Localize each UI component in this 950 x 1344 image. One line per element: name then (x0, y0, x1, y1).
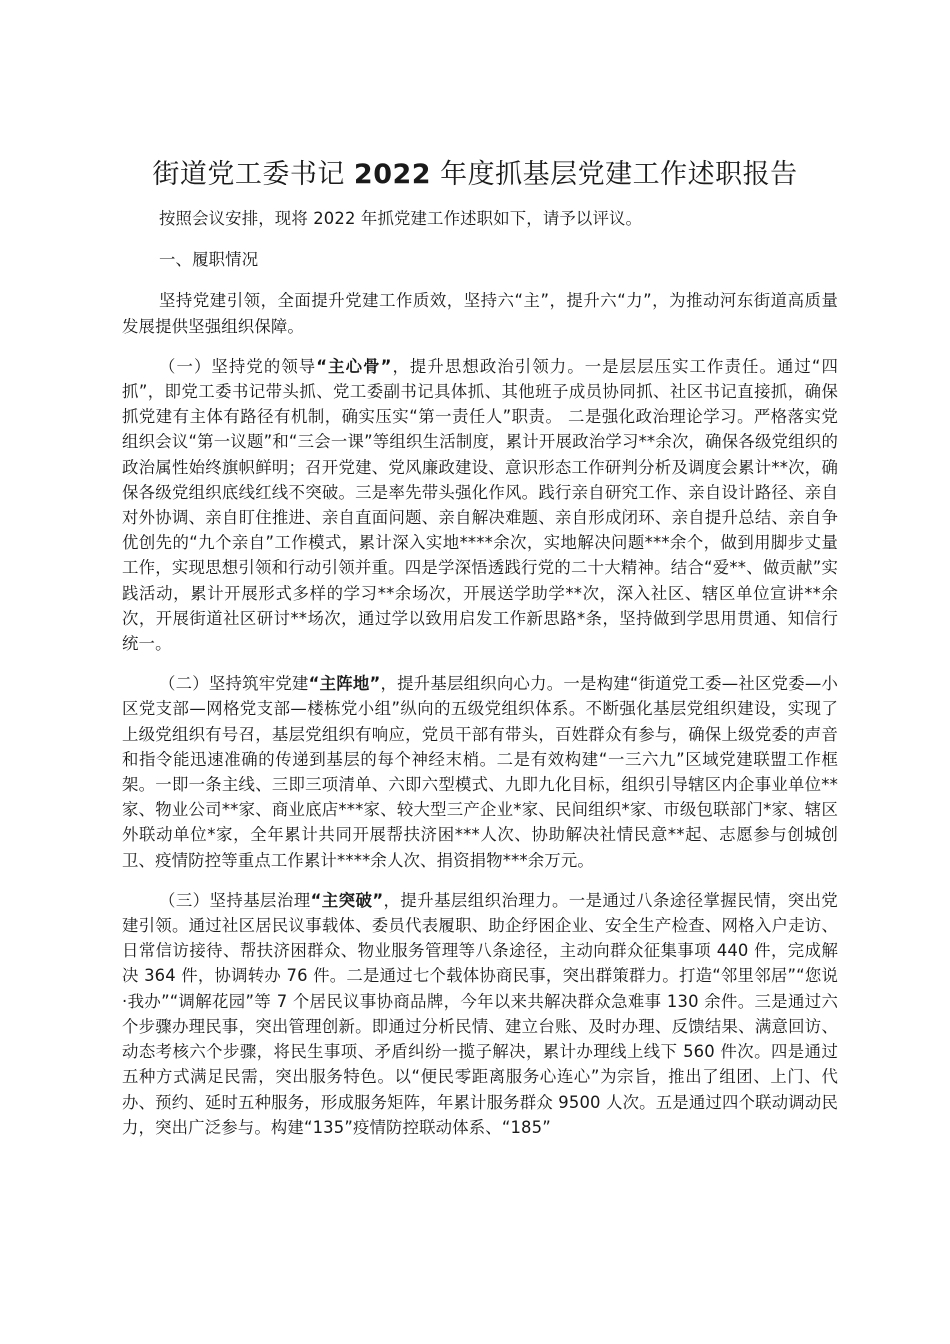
item-two-text: ，提升基层组织向心力。一是构建“街道党工委—社区党委—小区党支部—网格党支部—楼栋党小组”纵向的五级党组织体系。不断强化基层党组织建设，实现了上级党组织有号召，基层党组织有响应，党员干部有带头，百姓群众有参与，确保上级党委的声音和指令能迅速准确的传递到基层的每个神经末梢。二是有效构建“一三六九”区域党建联盟工作框架。一即一条主线、三即三项清单、六即六型模式、九即九化目标，组织引导辖区内企事业单位**家、物业公司**家、商业底店***家、较大型三产企业*家、民间组织*家、市级包联部门*家、辖区外联动单位*家，全年累计共同开展帮扶济困***人次、协助解决社情民意**起、志愿参与创城创卫、疫情防控等重点工作累计****余人次、捐资捐物***余万元。 (122, 674, 839, 870)
title-year: 2022 (353, 159, 432, 190)
document-body (122, 206, 838, 1155)
item-two-emphasis: “主阵地” (308, 674, 381, 694)
item-three-paragraph (122, 888, 838, 1140)
intro-paragraph: 按照会议安排，现将 2022 年抓党建工作述职如下，请予以评议。 (159, 209, 643, 228)
item-three-lead: （三）坚持基层治理 (159, 890, 311, 910)
item-one-text: ，提升思想政治引领力。一是层层压实工作责任。通过“四抓”，即党工委书记带头抓、党工委副书记具体抓、其他班子成员协同抓、社区书记直接抓，确保抓党建有主体有路径有机制，确实压实“第一责任人”职责。 二是强化政治理论学习。严格落实党组织会议“第一议题”和“三会一课”等组织生活制度，累计开展政治学习**余次，确保各级党组织的政治属性始终旗帜鲜明；召开党建、党风廉政建设、意识形态工作研判分析及调度会累计**次，确保各级党组织底线红线不突破。三是率先带头强化作风。践行亲自研究工作、亲自设计路径、亲自对外协调、亲自盯住推进、亲自直面问题、亲自解决难题、亲自形成闭环、亲自提升总结、亲自争优创先的“九个亲自”工作模式，累计深入实地****余次，实地解决问题***余个，做到用脚步丈量工作，实现思想引领和行动引领并重。四是学深悟透践行党的二十大精神。结合“爱**、做贡献”实践活动，累计开展形式多样的学习**余场次，开展送学助学**次，深入社区、辖区单位宣讲**余次，开展街道社区研讨**场次，通过学以致用启发工作新思路*条，坚持做到学思用贯通、知信行统一。 (122, 356, 839, 654)
item-one-paragraph (122, 354, 838, 656)
item-one-emphasis: “主心骨” (316, 356, 392, 376)
item-two-lead: （二）坚持筑牢党建 (159, 674, 309, 694)
item-one-lead: （一）坚持党的领导 (159, 356, 317, 376)
item-three-text: ，提升基层组织治理力。一是通过八条途径掌握民情，突出党建引领。通过社区居民议事载体、委员代表履职、助企纾困企业、安全生产检查、网格入户走访、日常信访接待、帮扶济困群众、物业服务管理等八条途径，主动向群众征集事项 440 件，完成解决 364 件，协调转办 76 件。二是通过七个载体协商民事，突出群策群力。打造“邻里邻居”“您说·我办”“调解花园”等 7 个居民议事协商品牌，今年以来共解决群众急难事 130 余件。三是通过六个步骤办理民事，突出管理创新。即通过分析民情、建立台账、及时办理、反馈结果、满意回访、动态考核六个步骤，将民生事项、矛盾纠纷一揽子解决，累计办理线上线下 560 件次。四是通过五种方式满足民需，突出服务特色。以“便民零距离服务心连心”为宗旨，推出了组团、上门、代办、预约、延时五种服务，形成服务矩阵，年累计服务群众 9500 人次。五是通过四个联动调动民力，突出广泛参与。构建“135”疫情防控联动体系、“185” (122, 890, 838, 1137)
item-three-emphasis: “主突破” (310, 890, 384, 910)
item-two-paragraph (122, 671, 838, 873)
summary-paragraph: 坚持党建引领，全面提升党建工作质效，坚持六“主”，提升六“力”，为推动河东街道高质量发展提供坚强组织保障。 (122, 291, 838, 336)
title-suffix: 年度抓基层党建工作述职报告 (431, 159, 798, 190)
document-title (0, 152, 950, 191)
section-heading-duty: 一、履职情况 (159, 250, 259, 270)
title-prefix: 街道党工委书记 (152, 159, 354, 190)
